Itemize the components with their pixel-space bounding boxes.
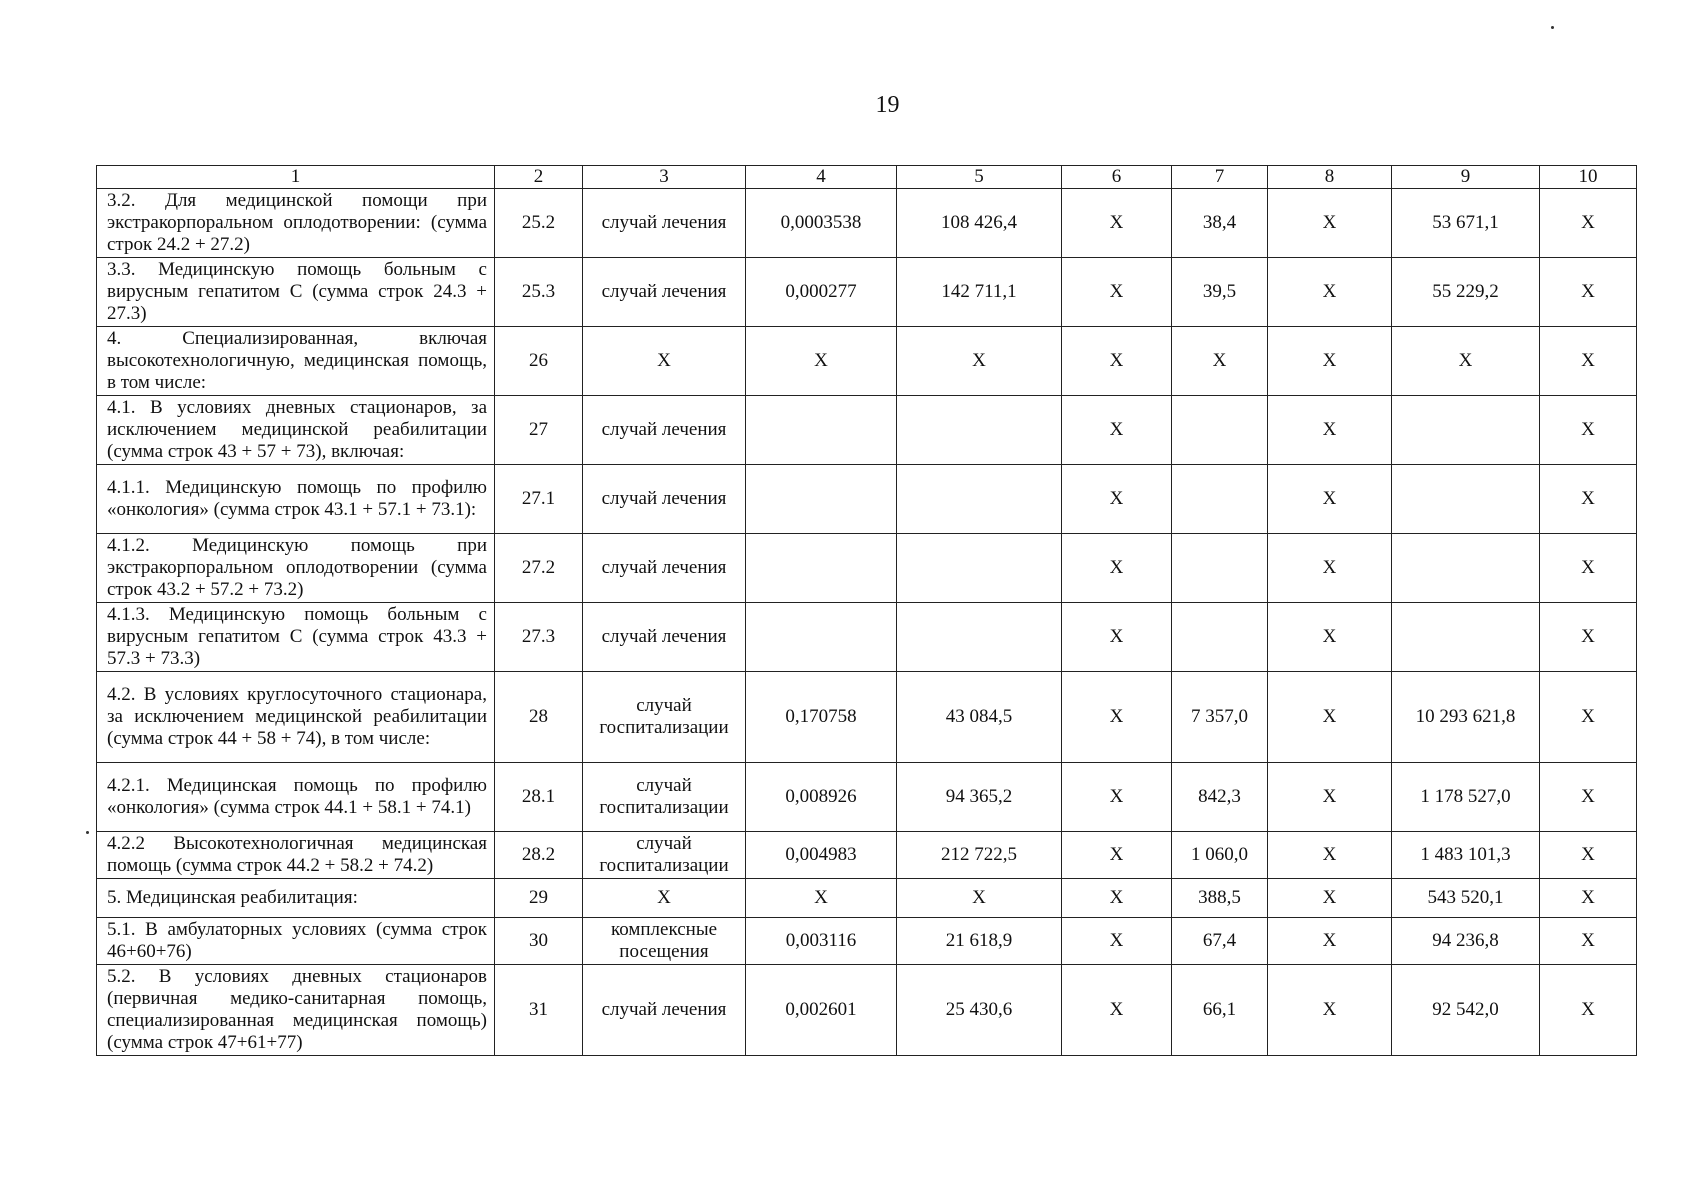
scan-speck [1551, 26, 1554, 29]
cell-col-10: X [1540, 672, 1637, 763]
cell-col-4 [746, 534, 897, 603]
row-code: 26 [495, 327, 583, 396]
row-code: 30 [495, 918, 583, 965]
header-col-6: 6 [1062, 166, 1172, 189]
cell-col-9: 10 293 621,8 [1392, 672, 1540, 763]
cell-col-6: X [1062, 918, 1172, 965]
cell-col-7: 388,5 [1172, 879, 1268, 918]
cell-col-4: X [746, 879, 897, 918]
cell-col-9: 1 178 527,0 [1392, 763, 1540, 832]
row-code: 29 [495, 879, 583, 918]
cell-col-9 [1392, 603, 1540, 672]
row-description: 4.2. В условиях круглосуточного стационара, за исключением медицинской реабилитации (сумма строк 44 + 58 + 74), в том числе: [97, 672, 495, 763]
cell-col-6: X [1062, 465, 1172, 534]
cell-col-10: X [1540, 763, 1637, 832]
cell-col-8: X [1268, 918, 1392, 965]
cell-col-9: 543 520,1 [1392, 879, 1540, 918]
cell-col-8: X [1268, 672, 1392, 763]
cell-col-6: X [1062, 879, 1172, 918]
cell-col-5: X [897, 327, 1062, 396]
row-description: 4.2.1. Медицинская помощь по профилю «онкология» (сумма строк 44.1 + 58.1 + 74.1) [97, 763, 495, 832]
header-col-8: 8 [1268, 166, 1392, 189]
cell-col-9 [1392, 534, 1540, 603]
cell-col-9 [1392, 465, 1540, 534]
row-unit: случай лечения [583, 258, 746, 327]
cell-col-8: X [1268, 534, 1392, 603]
row-description: 4. Специализированная, включая высокотехнологичную, медицинская помощь, в том числе: [97, 327, 495, 396]
row-description: 3.3. Медицинскую помощь больным с вирусным гепатитом С (сумма строк 24.3 + 27.3) [97, 258, 495, 327]
header-col-2: 2 [495, 166, 583, 189]
row-unit: случай лечения [583, 465, 746, 534]
cell-col-9: 94 236,8 [1392, 918, 1540, 965]
cell-col-10: X [1540, 603, 1637, 672]
table-row [97, 258, 1637, 327]
row-description: 4.1.1. Медицинскую помощь по профилю «онкология» (сумма строк 43.1 + 57.1 + 73.1): [97, 465, 495, 534]
cell-col-7: 1 060,0 [1172, 832, 1268, 879]
row-description: 4.1.3. Медицинскую помощь больным с вирусным гепатитом С (сумма строк 43.3 + 57.3 + 73.3) [97, 603, 495, 672]
table-row [97, 534, 1637, 603]
cell-col-7: 66,1 [1172, 965, 1268, 1056]
row-unit: случай лечения [583, 396, 746, 465]
cell-col-10: X [1540, 918, 1637, 965]
cell-col-6: X [1062, 396, 1172, 465]
row-code: 25.3 [495, 258, 583, 327]
cell-col-10: X [1540, 965, 1637, 1056]
row-code: 28.1 [495, 763, 583, 832]
cell-col-10: X [1540, 396, 1637, 465]
row-unit: случай лечения [583, 189, 746, 258]
cell-col-8: X [1268, 763, 1392, 832]
cell-col-6: X [1062, 832, 1172, 879]
row-description: 4.1.2. Медицинскую помощь при экстракорпоральном оплодотворении (сумма строк 43.2 + 57.2 + 73.2) [97, 534, 495, 603]
cell-col-4: 0,000277 [746, 258, 897, 327]
cell-col-6: X [1062, 327, 1172, 396]
cell-col-5 [897, 396, 1062, 465]
row-unit: случай лечения [583, 965, 746, 1056]
table-row [97, 465, 1637, 534]
cell-col-9: 53 671,1 [1392, 189, 1540, 258]
cell-col-6: X [1062, 534, 1172, 603]
cell-col-4: 0,004983 [746, 832, 897, 879]
cell-col-10: X [1540, 465, 1637, 534]
cell-col-4 [746, 603, 897, 672]
cell-col-8: X [1268, 603, 1392, 672]
header-col-1: 1 [97, 166, 495, 189]
cell-col-8: X [1268, 832, 1392, 879]
cell-col-8: X [1268, 258, 1392, 327]
row-code: 31 [495, 965, 583, 1056]
row-code: 28.2 [495, 832, 583, 879]
cell-col-4 [746, 396, 897, 465]
header-col-3: 3 [583, 166, 746, 189]
data-table-container [96, 165, 1636, 1056]
row-unit: случай госпитализации [583, 763, 746, 832]
cell-col-10: X [1540, 189, 1637, 258]
cell-col-4: 0,008926 [746, 763, 897, 832]
cell-col-7 [1172, 396, 1268, 465]
cell-col-6: X [1062, 189, 1172, 258]
cell-col-5: 212 722,5 [897, 832, 1062, 879]
cell-col-7 [1172, 534, 1268, 603]
cell-col-5: 43 084,5 [897, 672, 1062, 763]
cell-col-9 [1392, 396, 1540, 465]
row-description: 3.2. Для медицинской помощи при экстракорпоральном оплодотворении: (сумма строк 24.2 + 27.2) [97, 189, 495, 258]
cell-col-7: 842,3 [1172, 763, 1268, 832]
header-col-9: 9 [1392, 166, 1540, 189]
row-unit: X [583, 879, 746, 918]
cell-col-6: X [1062, 763, 1172, 832]
table-row [97, 763, 1637, 832]
cell-col-5 [897, 534, 1062, 603]
cell-col-5: 108 426,4 [897, 189, 1062, 258]
cell-col-5: 142 711,1 [897, 258, 1062, 327]
row-unit: X [583, 327, 746, 396]
cell-col-8: X [1268, 327, 1392, 396]
table-row [97, 672, 1637, 763]
cell-col-7 [1172, 465, 1268, 534]
header-col-4: 4 [746, 166, 897, 189]
cell-col-4: 0,0003538 [746, 189, 897, 258]
header-row [97, 166, 1637, 189]
cell-col-10: X [1540, 534, 1637, 603]
cell-col-5: 21 618,9 [897, 918, 1062, 965]
cell-col-5: 94 365,2 [897, 763, 1062, 832]
row-description: 4.2.2 Высокотехнологичная медицинская помощь (сумма строк 44.2 + 58.2 + 74.2) [97, 832, 495, 879]
cell-col-5: 25 430,6 [897, 965, 1062, 1056]
cell-col-7 [1172, 603, 1268, 672]
row-description: 4.1. В условиях дневных стационаров, за исключением медицинской реабилитации (сумма строк 43 + 57 + 73), включая: [97, 396, 495, 465]
cell-col-7: 38,4 [1172, 189, 1268, 258]
table-row [97, 189, 1637, 258]
cell-col-9: 92 542,0 [1392, 965, 1540, 1056]
cell-col-6: X [1062, 258, 1172, 327]
row-code: 27 [495, 396, 583, 465]
cell-col-5: X [897, 879, 1062, 918]
cell-col-4 [746, 465, 897, 534]
row-code: 25.2 [495, 189, 583, 258]
table-row [97, 918, 1637, 965]
cell-col-10: X [1540, 258, 1637, 327]
header-col-10: 10 [1540, 166, 1637, 189]
cell-col-10: X [1540, 879, 1637, 918]
cell-col-7: 7 357,0 [1172, 672, 1268, 763]
cell-col-9: 1 483 101,3 [1392, 832, 1540, 879]
cell-col-8: X [1268, 189, 1392, 258]
cell-col-4: 0,002601 [746, 965, 897, 1056]
cell-col-5 [897, 603, 1062, 672]
header-col-5: 5 [897, 166, 1062, 189]
row-code: 27.1 [495, 465, 583, 534]
cell-col-9: 55 229,2 [1392, 258, 1540, 327]
cell-col-4: X [746, 327, 897, 396]
row-unit: случай лечения [583, 603, 746, 672]
cell-col-4: 0,003116 [746, 918, 897, 965]
cell-col-6: X [1062, 672, 1172, 763]
page-number: 19 [875, 92, 900, 118]
table-row [97, 879, 1637, 918]
row-unit: случай госпитализации [583, 672, 746, 763]
cell-col-7: 67,4 [1172, 918, 1268, 965]
row-description: 5.1. В амбулаторных условиях (сумма строк 46+60+76) [97, 918, 495, 965]
row-code: 28 [495, 672, 583, 763]
cell-col-10: X [1540, 327, 1637, 396]
cell-col-8: X [1268, 465, 1392, 534]
row-code: 27.2 [495, 534, 583, 603]
cell-col-5 [897, 465, 1062, 534]
table-row [97, 965, 1637, 1056]
cell-col-6: X [1062, 965, 1172, 1056]
table-row [97, 832, 1637, 879]
row-unit: комплексные посещения [583, 918, 746, 965]
table-row [97, 327, 1637, 396]
row-code: 27.3 [495, 603, 583, 672]
cell-col-6: X [1062, 603, 1172, 672]
cell-col-8: X [1268, 879, 1392, 918]
cell-col-8: X [1268, 396, 1392, 465]
table-row [97, 603, 1637, 672]
row-description: 5.2. В условиях дневных стационаров (первичная медико-санитарная помощь, специализированная медицинская помощь) (сумма строк 47+61+77) [97, 965, 495, 1056]
cell-col-9: X [1392, 327, 1540, 396]
scan-speck [86, 831, 89, 834]
row-unit: случай госпитализации [583, 832, 746, 879]
cell-col-7: 39,5 [1172, 258, 1268, 327]
cell-col-8: X [1268, 965, 1392, 1056]
cell-col-10: X [1540, 832, 1637, 879]
table-row [97, 396, 1637, 465]
cell-col-4: 0,170758 [746, 672, 897, 763]
cell-col-7: X [1172, 327, 1268, 396]
row-description: 5. Медицинская реабилитация: [97, 879, 495, 918]
data-table [96, 165, 1637, 1056]
header-col-7: 7 [1172, 166, 1268, 189]
row-unit: случай лечения [583, 534, 746, 603]
